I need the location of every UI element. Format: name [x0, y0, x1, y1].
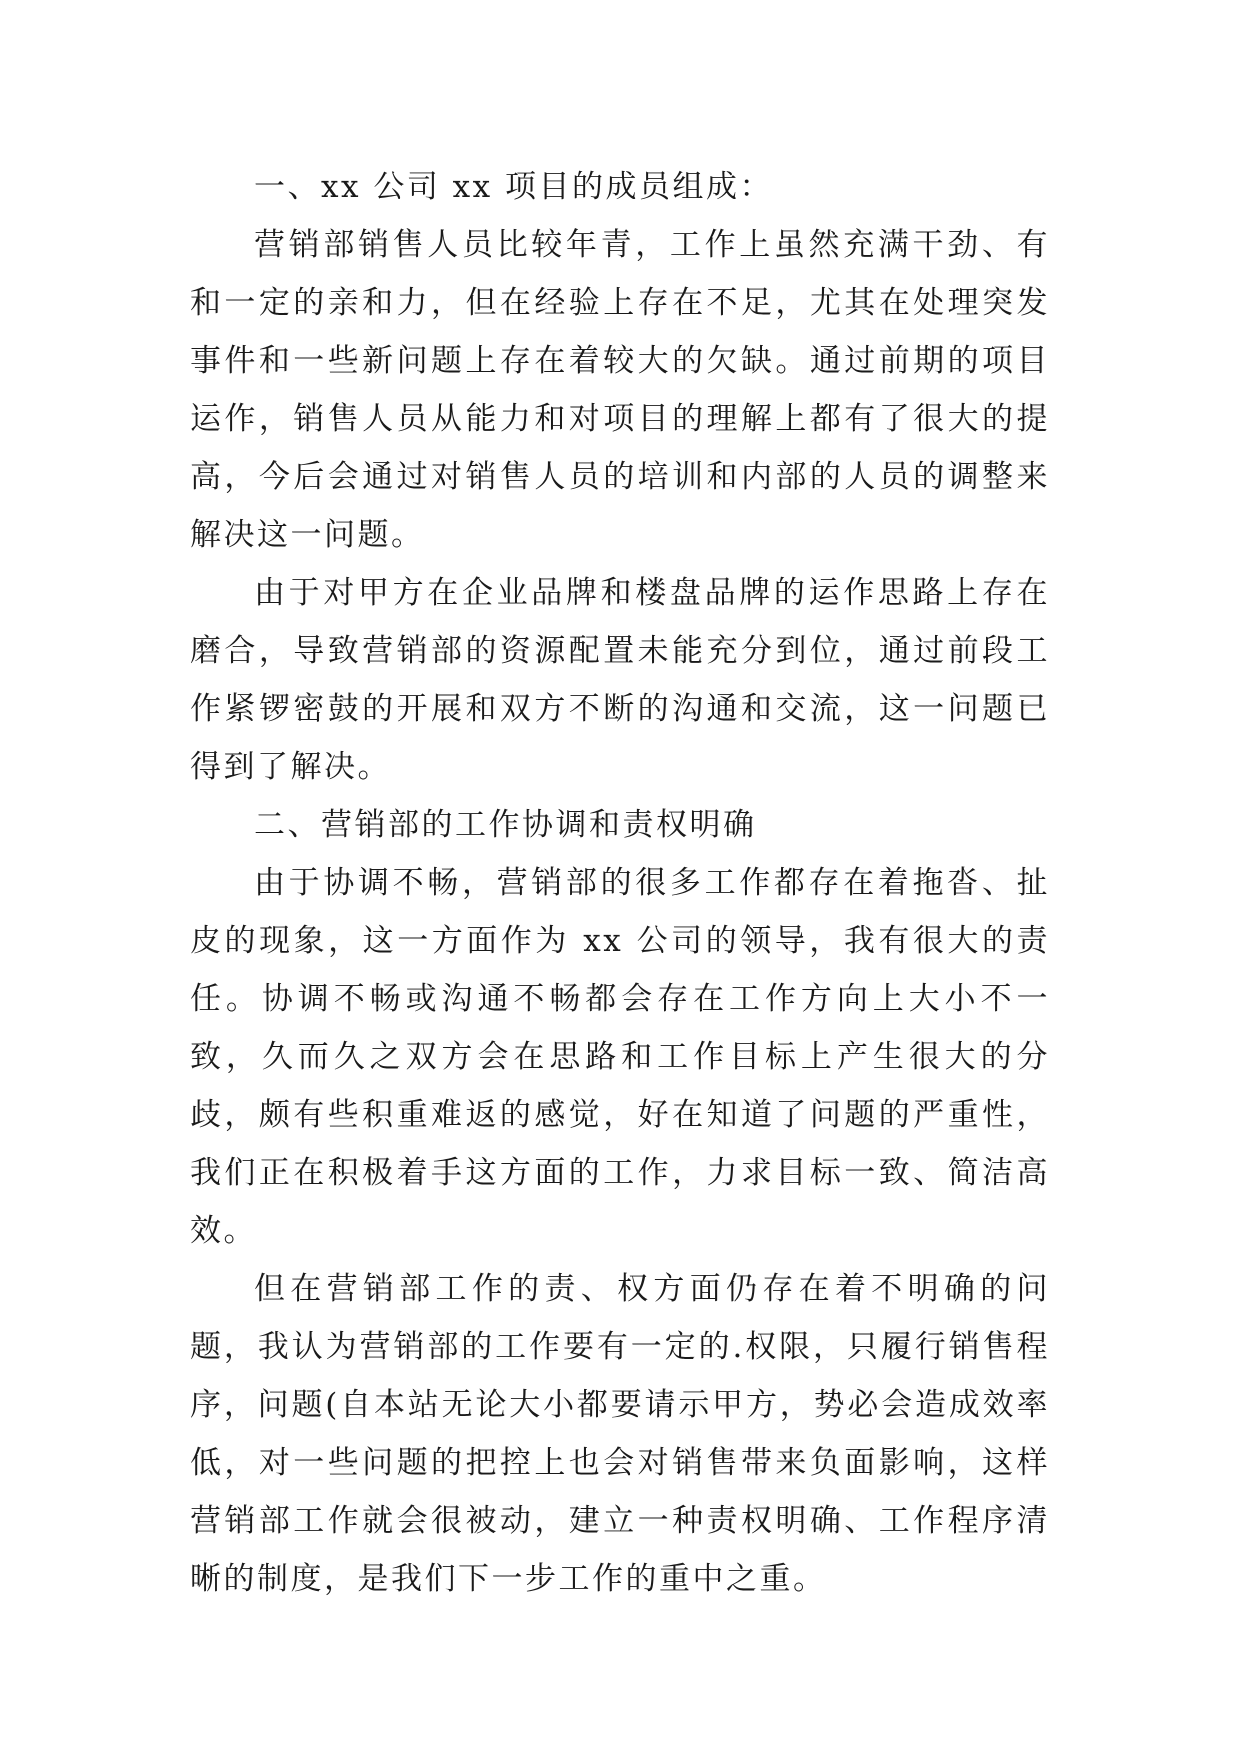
paragraph-authority-issues: 但在营销部工作的责、权方面仍存在着不明确的问题，我认为营销部的工作要有一定的.权限，只履行销售程序，问题(自本站无论大小都要请示甲方，势必会造成效率低，对一些问题的把控上也会对销售带来负面影响，这样营销部工作就会很被动，建立一种责权明确、工作程序清晰的制度，是我们下一步工作的重中之重。 [190, 1271, 1050, 1597]
section-heading-members: 一、xx 公司 xx 项目的成员组成： [254, 169, 773, 205]
document-body [190, 158, 1050, 1608]
paragraph-brand-coordination: 由于对甲方在企业品牌和楼盘品牌的运作思路上存在磨合，导致营销部的资源配置未能充分到位，通过前段工作紧锣密鼓的开展和双方不断的沟通和交流，这一问题已得到了解决。 [190, 575, 1050, 785]
section-heading-coordination: 二、营销部的工作协调和责权明确 [254, 807, 757, 843]
paragraph-coordination-issues: 由于协调不畅，营销部的很多工作都存在着拖沓、扯皮的现象，这一方面作为 xx 公司的领导，我有很大的责任。协调不畅或沟通不畅都会存在工作方向上大小不一致，久而久之双方会在思路和工作目标上产生很大的分歧，颇有些积重难返的感觉，好在知道了问题的严重性，我们正在积极着手这方面的工作，力求目标一致、简洁高效。 [190, 865, 1050, 1249]
paragraph-sales-staff: 营销部销售人员比较年青，工作上虽然充满干劲、有和一定的亲和力，但在经验上存在不足，尤其在处理突发事件和一些新问题上存在着较大的欠缺。通过前期的项目运作，销售人员从能力和对项目的理解上都有了很大的提高，今后会通过对销售人员的培训和内部的人员的调整来解决这一问题。 [190, 227, 1050, 553]
